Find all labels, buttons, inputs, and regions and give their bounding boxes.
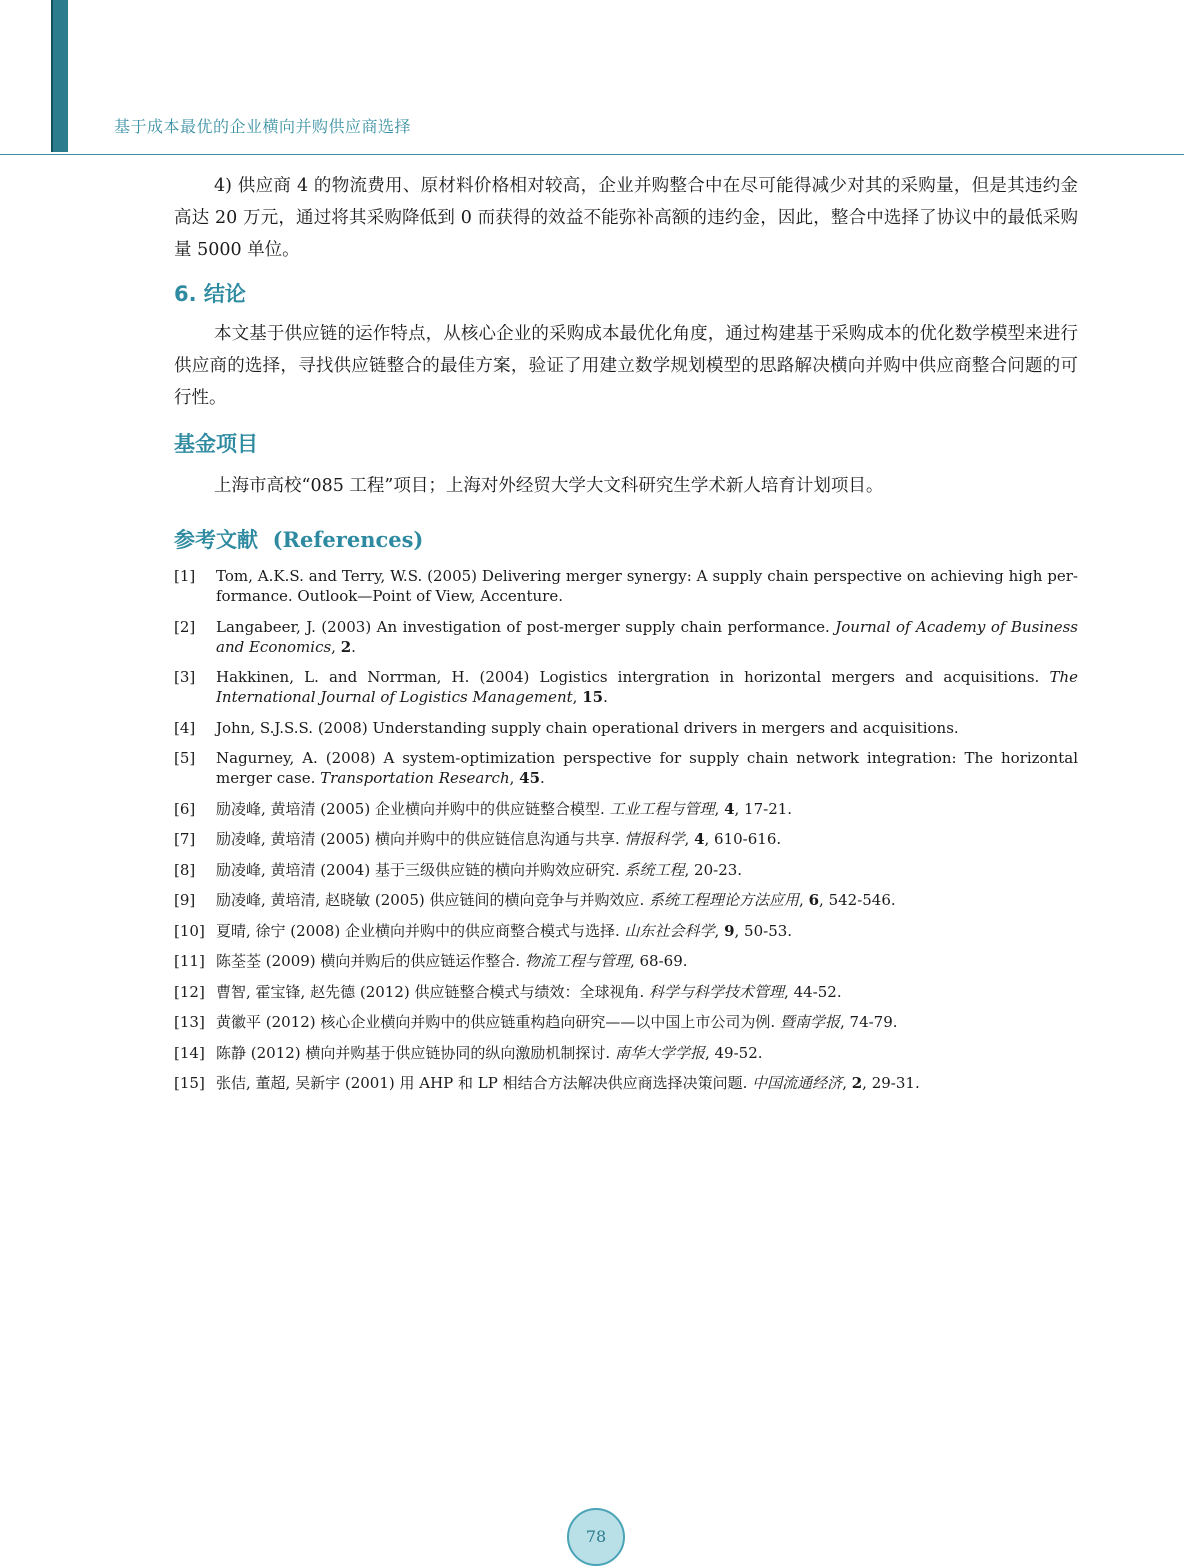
reference-segment: , 542-546. [819,891,896,909]
reference-segment: , [684,830,695,848]
reference-item [174,890,1078,910]
reference-number: [6] [174,799,196,818]
reference-segment: , 50-53. [734,921,793,940]
reference-segment: , 74-79. [839,1013,898,1031]
reference-segment: , 68-69. [629,952,688,970]
reference-number: [14] [174,1043,205,1062]
reference-item [174,982,1078,1002]
reference-number: [12] [174,982,205,1001]
reference-text [216,982,1078,1002]
conclusion-paragraph: 本文基于供应链的运作特点，从核心企业的采购成本最优化角度，通过构建基于采购成本的优化数学模型来进行供应商的选择，寻找供应链整合的最佳方案，验证了用建立数学规划模型的思路解决横向并购中供应商整合问题的可行性。 [174,324,1078,408]
reference-number: [7] [174,830,196,848]
reference-volume: 6 [808,891,820,909]
reference-segment: . [603,688,608,706]
reference-volume: 2 [851,1074,863,1092]
header-rule [0,154,1184,155]
reference-item [174,829,1078,849]
reference-segment: 曹智, 霍宝锋, 赵先德 (2012) 供应链整合模式与绩效：全球视角. [216,982,650,1001]
reference-text [216,748,1078,788]
reference-segment: 励凌峰, 黄培清, 赵晓敏 (2005) 供应链间的横向竞争与并购效应. [216,891,650,909]
reference-segment: . [540,769,545,787]
reference-number: [15] [174,1074,205,1092]
reference-journal: 工业工程与管理 [609,799,715,818]
reference-item [174,1043,1078,1063]
reference-number: [3] [174,668,196,686]
reference-journal: The International Journal of Logistics Management [216,668,1078,706]
reference-journal: 物流工程与管理 [524,952,630,970]
reference-list [174,566,1078,1093]
reference-journal: 情报科学 [624,830,685,848]
funding-paragraph: 上海市高校“085 工程”项目；上海对外经贸大学大文科研究生学术新人培育计划项目。 [214,476,884,496]
reference-segment: 夏晴, 徐宁 (2008) 企业横向并购中的供应商整合模式与选择. [216,921,625,940]
reference-segment: Tom, A.K.S. and Terry, W.S. (2005) Delivering merger synergy: A supply chain perspective on achieving high per-formance. Outlook—Point of View, Accenture. [216,567,1078,605]
reference-segment: , [331,637,341,656]
reference-number: [4] [174,718,196,737]
reference-number: [5] [174,749,196,767]
reference-item [174,667,1078,707]
reference-segment: 励凌峰, 黄培清 (2005) 横向并购中的供应链信息沟通与共享. [216,830,625,848]
references-heading [174,524,1078,554]
reference-segment: , 610-616. [704,830,782,848]
reference-segment: , 49-52. [704,1043,763,1062]
reference-item [174,617,1078,657]
references-heading-cn: 参考文献 [174,528,258,552]
reference-segment: , [799,891,809,909]
reference-item [174,566,1078,606]
reference-segment: Nagurney, A. (2008) A system-optimization perspective for supply chain network integration: The horizontal merger case. [216,749,1078,787]
reference-text [216,921,1078,941]
reference-segment: , 29-31. [862,1074,920,1092]
reference-item [174,748,1078,788]
reference-text [216,1012,1078,1032]
reference-number: [10] [174,921,205,940]
reference-segment: 张佶, 董超, 吴新宇 (2001) 用 AHP 和 LP 相结合方法解决供应商选择决策问题. [216,1074,753,1092]
reference-item [174,1073,1078,1093]
reference-segment: John, S.J.S.S. (2008) Understanding supply chain operational drivers in mergers and acquisitions. [216,718,959,737]
reference-text [216,890,1078,910]
reference-journal: Journal of Academy of Business and Economics [216,617,1078,656]
reference-journal: 南华大学学报 [614,1043,705,1062]
reference-segment: , 20-23. [684,860,743,879]
reference-text [216,951,1078,971]
intro-paragraph: 4) 供应商 4 的物流费用、原材料价格相对较高，企业并购整合中在尽可能得减少对其的采购量，但是其违约金高达 20 万元，通过将其采购降低到 0 而获得的效益不能弥补高额的违约金，因此，整合中选择了协议中的最低采购量 5000 单位。 [174,176,1078,260]
reference-number: [8] [174,860,196,879]
reference-volume: 4 [724,799,735,818]
reference-journal: 科学与科学技术管理 [649,982,785,1001]
reference-segment: Langabeer, J. (2003) An investigation of post-merger supply chain performance. [216,617,836,636]
reference-journal: 系统工程理论方法应用 [649,891,800,909]
reference-item [174,860,1078,880]
reference-segment: 陈静 (2012) 横向并购基于供应链协同的纵向激励机制探讨. [216,1043,615,1062]
reference-number: [2] [174,617,196,636]
reference-item [174,1012,1078,1032]
reference-text [216,566,1078,606]
reference-text [216,1073,1078,1093]
reference-text [216,860,1078,880]
reference-segment: , [842,1074,852,1092]
funding-heading: 基金项目 [174,432,258,456]
reference-text [216,667,1078,707]
reference-item [174,921,1078,941]
reference-journal: 暨南学报 [779,1013,840,1031]
page-content [174,170,1078,1104]
reference-text [216,829,1078,849]
reference-segment: , 44-52. [784,982,842,1001]
reference-segment: , [509,769,520,787]
header-accent-bar [51,0,68,152]
reference-journal: 山东社会科学 [624,921,715,940]
reference-item [174,718,1078,738]
reference-segment: Hakkinen, L. and Norrman, H. (2004) Logistics intergration in horizontal mergers and acquisitions. [216,668,1050,686]
reference-segment: , 17-21. [734,799,793,818]
reference-volume: 9 [724,921,735,940]
reference-text [216,1043,1078,1063]
reference-volume: 2 [340,637,352,656]
reference-number: [13] [174,1013,205,1031]
reference-number: [11] [174,952,205,970]
reference-segment: , [572,688,583,706]
reference-segment: 黄徽平 (2012) 核心企业横向并购中的供应链重构趋向研究——以中国上市公司为例. [216,1013,780,1031]
reference-text [216,617,1078,657]
reference-segment: . [351,637,356,656]
reference-item [174,799,1078,819]
reference-journal: 系统工程 [624,860,685,879]
reference-volume: 15 [582,688,604,706]
reference-journal: Transportation Research [320,769,510,787]
running-title: 基于成本最优的企业横向并购供应商选择 [114,117,412,136]
reference-segment: 励凌峰, 黄培清 (2005) 企业横向并购中的供应链整合模型. [216,799,610,818]
reference-segment: 陈荃荃 (2009) 横向并购后的供应链运作整合. [216,952,525,970]
reference-number: [9] [174,891,196,909]
page-number-badge: 78 [567,1508,625,1566]
reference-journal: 中国流通经济 [752,1074,843,1092]
references-heading-en: (References) [272,527,424,552]
reference-number: [1] [174,567,196,585]
reference-volume: 4 [694,830,705,848]
conclusion-heading: 6. 结论 [174,282,246,306]
reference-item [174,951,1078,971]
reference-text [216,799,1078,819]
reference-segment: , [714,921,725,940]
reference-volume: 45 [519,769,541,787]
reference-text [216,718,1078,738]
reference-segment: 励凌峰, 黄培清 (2004) 基于三级供应链的横向并购效应研究. [216,860,625,879]
reference-segment: , [714,799,725,818]
